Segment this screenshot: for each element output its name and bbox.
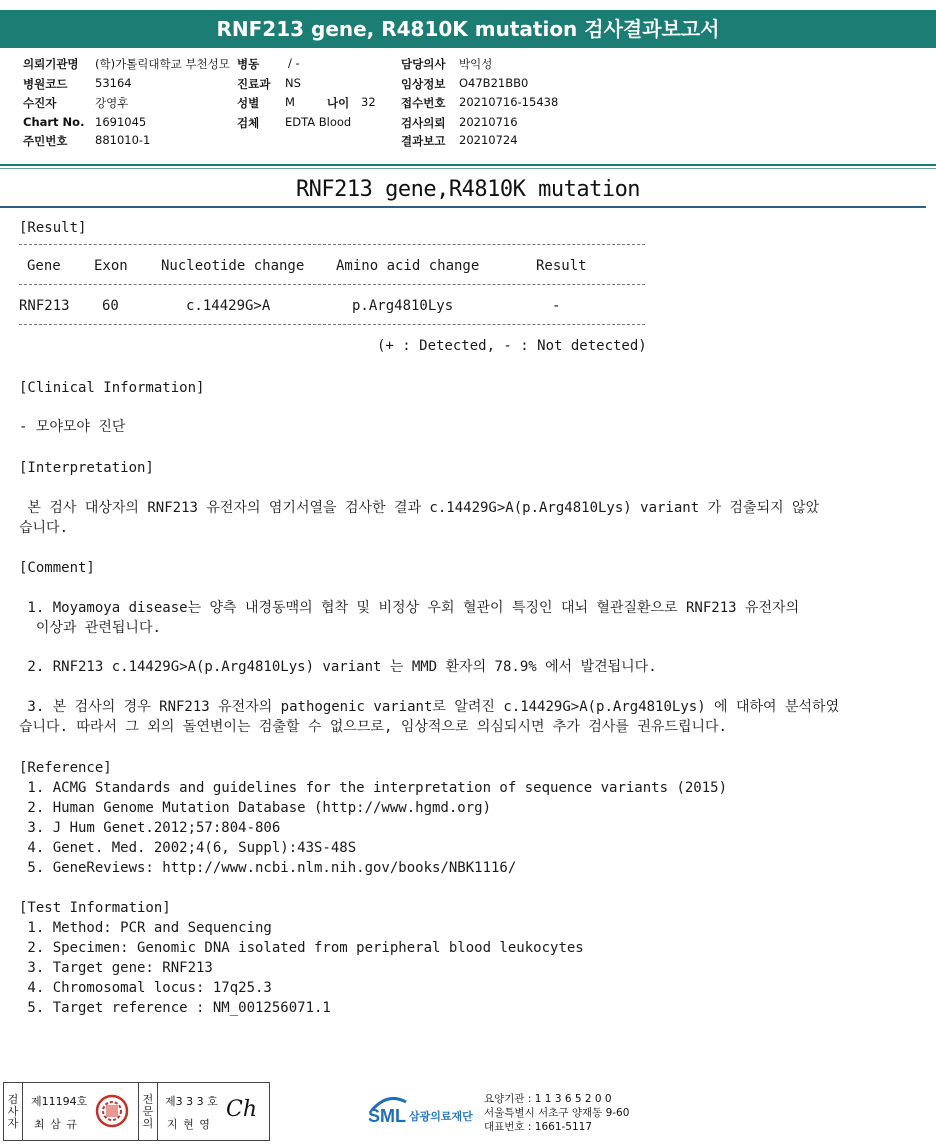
dept-label: 진료과 [237, 77, 271, 91]
org-address: 서울특별시 서초구 양재동 9-60 [484, 1107, 630, 1119]
tester-license-number: 제11194호 [31, 1095, 88, 1108]
reference-item: 5. GeneReviews: http://www.ncbi.nlm.nih.gov/books/NBK1116/ [19, 860, 517, 876]
clinical-info-label: 임상정보 [401, 77, 446, 91]
chart-no-label: Chart No. [23, 115, 85, 129]
header-divider [0, 164, 936, 166]
col-amino-acid-header: Amino acid change [336, 258, 480, 274]
org-code: 요양기관 : 1 1 3 6 5 2 0 0 [484, 1093, 612, 1105]
col-result-header: Result [536, 258, 587, 274]
clinical-text: - 모야모야 진단 [19, 419, 126, 435]
col-exon-header: Exon [94, 258, 128, 274]
clinical-section-heading: [Clinical Information] [19, 380, 205, 396]
signature-mark: Ch [226, 1097, 258, 1122]
patient-info-header [0, 54, 936, 154]
institution-label: 의뢰기관명 [23, 57, 79, 71]
sml-logo-text: SML [368, 1106, 406, 1126]
header-divider-thin [0, 168, 936, 169]
org-name: 삼광의료재단 [409, 1110, 473, 1123]
hospital-code-label: 병원코드 [23, 77, 68, 91]
dept-value: NS [285, 76, 301, 90]
specialist-license-number: 제3 3 3 호 [165, 1095, 218, 1108]
test-info-item: 5. Target reference : NM_001256071.1 [19, 1000, 331, 1016]
result-legend: (+ : Detected, - : Not detected) [377, 338, 647, 354]
sml-logo [366, 1090, 478, 1134]
report-date-label: 결과보고 [401, 134, 446, 148]
result-section-heading: [Result] [19, 220, 87, 236]
institution-value: (학)가톨릭대학교 부천성모 [95, 57, 230, 71]
reference-item: 2. Human Genome Mutation Database (http://www.hgmd.org) [19, 800, 492, 816]
doctor-value: 박익성 [459, 57, 493, 71]
test-info-section-heading: [Test Information] [19, 900, 171, 916]
interpretation-section-heading: [Interpretation] [19, 460, 154, 476]
report-header-title: RNF213 gene, R4810K mutation 검사결과보고서 [0, 10, 936, 48]
comment-line: 습니다. 따라서 그 외의 돌연변이는 검출할 수 없으므로, 임상적으로 의심되시면 추가 검사를 권유드립니다. [19, 719, 727, 735]
test-info-item: 2. Specimen: Genomic DNA isolated from peripheral blood leukocytes [19, 940, 584, 956]
id-number-label: 주민번호 [23, 134, 68, 148]
result-value-cell: - [552, 298, 561, 314]
ward-label: 병동 [237, 57, 260, 71]
specimen-value: EDTA Blood [285, 115, 352, 129]
request-date-value: 20210716 [459, 115, 518, 129]
result-nucleotide-cell: c.14429G>A [186, 298, 271, 314]
col-nucleotide-header: Nucleotide change [161, 258, 305, 274]
seal-stamp-icon [94, 1093, 130, 1129]
signature-box [3, 1082, 270, 1141]
comment-section-heading: [Comment] [19, 560, 95, 576]
patient-value: 강영후 [95, 96, 129, 110]
ward-value: / - [288, 56, 300, 70]
title-divider [0, 206, 926, 208]
comment-line: 3. 본 검사의 경우 RNF213 유전자의 pathogenic variant로 알려진 c.14429G>A(p.Arg4810Lys) 에 대하여 분석하였 [19, 699, 840, 715]
tester-name: 최 삼 규 [34, 1118, 78, 1131]
specialist-vertical-label: 전 문 의 [138, 1083, 158, 1140]
request-date-label: 검사의뢰 [401, 116, 446, 130]
comment-line: 2. RNF213 c.14429G>A(p.Arg4810Lys) variant 는 MMD 환자의 78.9% 에서 발견됩니다. [19, 659, 657, 675]
test-info-item: 3. Target gene: RNF213 [19, 960, 213, 976]
table-divider [19, 324, 645, 325]
sex-value: M [285, 95, 295, 109]
result-exon-cell: 60 [102, 298, 119, 314]
doctor-label: 담당의사 [401, 57, 446, 71]
table-divider [19, 244, 645, 245]
comment-line: 1. Moyamoya disease는 양측 내경동맥의 협착 및 비정상 우회 혈관이 특징인 대뇌 혈관질환으로 RNF213 유전자의 [19, 600, 800, 616]
table-divider [19, 284, 645, 285]
interpretation-line: 습니다. [19, 520, 69, 536]
reference-item: 1. ACMG Standards and guidelines for the interpretation of sequence variants (2015) [19, 780, 728, 796]
test-info-item: 4. Chromosomal locus: 17q25.3 [19, 980, 272, 996]
chart-no-value: 1691045 [95, 115, 147, 129]
hospital-code-value: 53164 [95, 76, 132, 90]
specimen-label: 검체 [237, 116, 260, 130]
clinical-info-value: O47B21BB0 [459, 76, 529, 90]
age-value: 32 [361, 95, 376, 109]
receipt-label: 접수번호 [401, 96, 446, 110]
comment-line: 이상과 관련됩니다. [19, 620, 161, 636]
org-info [484, 1092, 629, 1134]
patient-label: 수진자 [23, 96, 57, 110]
report-date-value: 20210724 [459, 133, 518, 147]
result-gene-cell: RNF213 [19, 298, 70, 314]
reference-item: 3. J Hum Genet.2012;57:804-806 [19, 820, 281, 836]
id-number-value: 881010-1 [95, 133, 151, 147]
report-title: RNF213 gene,R4810K mutation [295, 177, 641, 202]
org-phone: 대표번호 : 1661-5117 [484, 1121, 593, 1133]
result-amino-acid-cell: p.Arg4810Lys [352, 298, 454, 314]
age-label: 나이 [327, 96, 350, 110]
tester-vertical-label: 검 사 자 [4, 1083, 23, 1140]
specialist-name: 지 현 영 [167, 1118, 211, 1131]
col-gene-header: Gene [27, 258, 61, 274]
sex-label: 성별 [237, 96, 260, 110]
receipt-value: 20210716-15438 [459, 95, 559, 109]
interpretation-line: 본 검사 대상자의 RNF213 유전자의 염기서열을 검사한 결과 c.14429G>A(p.Arg4810Lys) variant 가 검출되지 않았 [19, 500, 820, 516]
reference-item: 4. Genet. Med. 2002;4(6, Suppl):43S-48S [19, 840, 357, 856]
test-info-item: 1. Method: PCR and Sequencing [19, 920, 272, 936]
reference-section-heading: [Reference] [19, 760, 112, 776]
